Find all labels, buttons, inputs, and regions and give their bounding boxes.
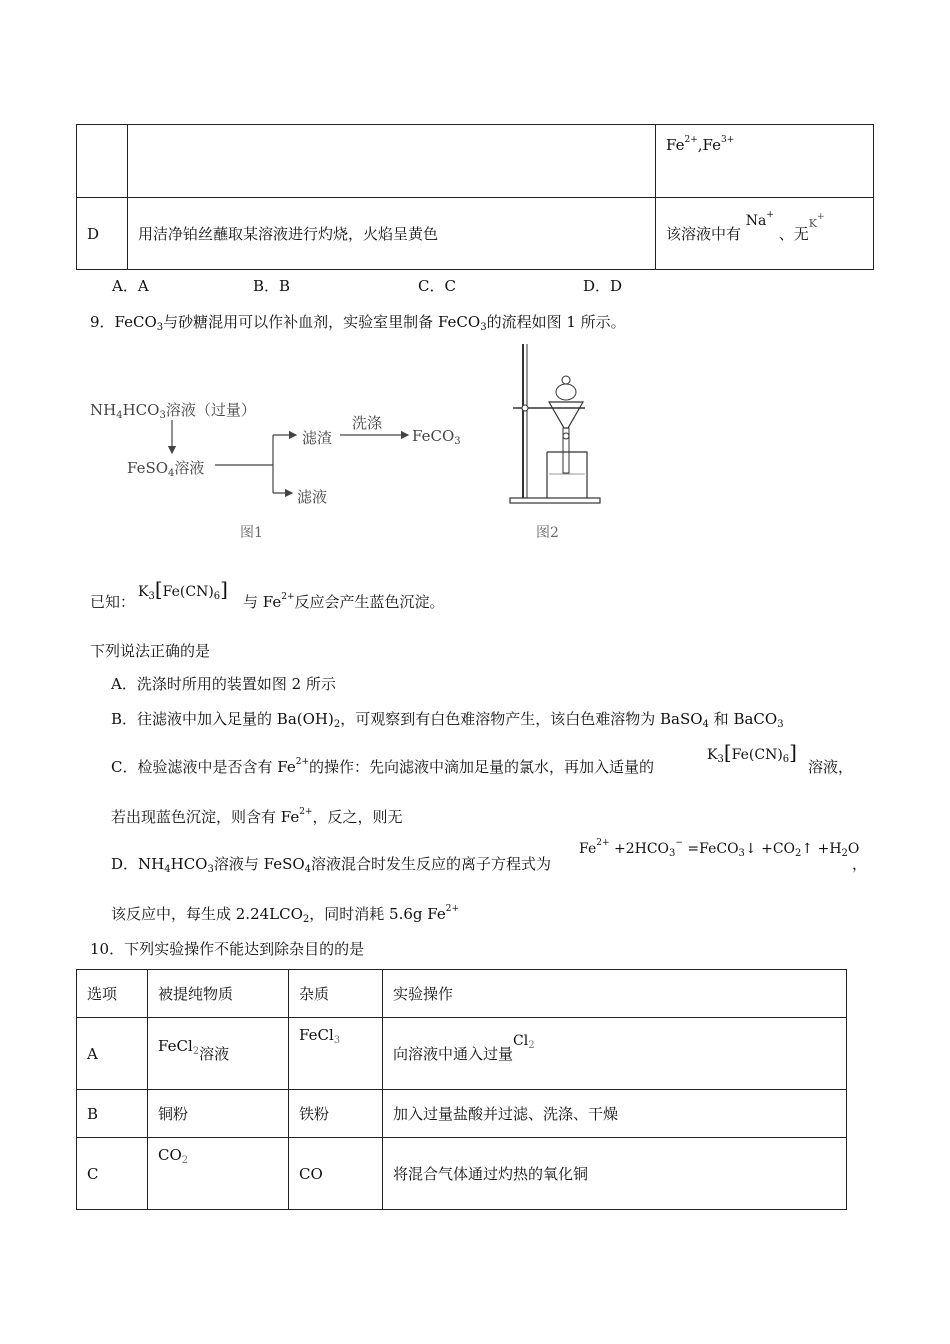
row-b-operation: 加入过量盐酸并过滤、洗涤、干燥: [383, 1090, 847, 1138]
q8-choice-b: B．B: [253, 277, 291, 295]
table-cell: [128, 125, 656, 198]
known-prefix: 已知：: [90, 593, 136, 611]
q9-question: 下列说法正确的是: [90, 642, 211, 660]
q9-option-c-line2: 若出现蓝色沉淀，则含有 $Fe^{2+}$，反之，则无: [111, 807, 403, 826]
conclusion-cell: 该溶液中有 Na+ 、无$^{K^+}$: [656, 198, 874, 270]
row-c-operation: 将混合气体通过灼热的氧化铜: [383, 1138, 847, 1210]
k3fecn6-formula-c: $K_3[Fe(CN)_6]$: [707, 740, 797, 765]
operation-cell: 用洁净铂丝蘸取某溶液进行灼烧，火焰呈黄色: [128, 198, 656, 270]
wash-label: 洗涤: [352, 414, 383, 432]
comma: ，: [852, 855, 868, 873]
reagent-feso4: FeSO$_4$溶液: [127, 459, 205, 479]
table-cell: [77, 125, 128, 198]
table-row: [77, 198, 874, 270]
table-row: [77, 1138, 847, 1210]
q9-option-d-line2: 该反应中，每生成 $2.24LCO_2$，同时消耗 5.6g $Fe^{2+}$: [111, 904, 460, 925]
q9-option-c-tail: 溶液，: [808, 758, 854, 776]
row-b-impurity: 铁粉: [289, 1090, 383, 1138]
header-operation: 实验操作: [383, 970, 847, 1018]
row-b-substance: 铜粉: [148, 1090, 289, 1138]
q8-choice-d: D．D: [583, 277, 623, 295]
ionic-equation: $Fe^{2+} +2HCO_3^-$ =FeCO$_3$↓ $+CO_2↑ +H_2O$: [579, 838, 860, 859]
q9-option-d: D．$NH_4HCO_3$溶液与 FeSO$_4$溶液混合时发生反应的离子方程式为: [111, 855, 552, 875]
q8-table: [76, 124, 874, 270]
q9-option-b: B．往滤液中加入足量的 $Ba(OH)_2$，可观察到有白色难溶物产生，该白色难溶物为 BaSO$_4$ 和 BaCO$_3$: [111, 710, 784, 730]
q9-option-c: C．检验滤液中是否含有 $Fe^{2+}$的操作：先向滤液中滴加足量的氯水，再加入适量的: [111, 757, 655, 776]
figure-2-filtration-apparatus: [505, 342, 605, 508]
fe2-ion: $Fe^{2+}$: [666, 135, 698, 154]
table-row: [77, 1090, 847, 1138]
figure-2-caption: 图2: [536, 525, 559, 541]
q8-choice-c: C．C: [418, 277, 456, 295]
row-c-substance: $CO_2$: [148, 1138, 289, 1210]
product-feco3: FeCO$_3$: [412, 427, 461, 447]
na-ion: Na+: [745, 210, 774, 229]
residue-label: 滤渣: [302, 429, 333, 447]
row-a-impurity: FeCl$_3$: [289, 1018, 383, 1090]
row-b-option: B: [77, 1090, 148, 1138]
k-ion: K+: [808, 212, 825, 230]
option-cell: D: [77, 198, 128, 270]
reagent-nh4hco3: $NH_4HCO_3$溶液（过量）: [90, 401, 256, 421]
flowchart-arrows: [160, 410, 420, 510]
q10-table: [76, 969, 847, 1210]
table-row: [77, 1018, 847, 1090]
q10-stem: 10．下列实验操作不能达到除杂目的的是: [90, 940, 365, 958]
row-a-substance: FeCl$_2$溶液: [148, 1018, 289, 1090]
known-suffix: 与 $Fe^{2+}$反应会产生蓝色沉淀。: [243, 592, 445, 611]
filtrate-label: 滤液: [297, 488, 328, 506]
row-c-option: C: [77, 1138, 148, 1210]
table-cell-ions: $Fe^{2+},Fe^{3+}$: [656, 125, 874, 198]
fe3-ion: $Fe^{3+}$: [702, 135, 735, 154]
k3fecn6-formula: $K_3[Fe(CN)_6]$: [138, 577, 228, 602]
header-substance: 被提纯物质: [148, 970, 289, 1018]
header-impurity: 杂质: [289, 970, 383, 1018]
row-a-option: A: [77, 1018, 148, 1090]
q8-choice-a: A．A: [112, 277, 149, 295]
table-row: [77, 125, 874, 198]
q9-stem: 9．FeCO$_3$与砂糖混用可以作补血剂，实验室里制备 FeCO$_3$的流程如图 1 所示。: [90, 313, 626, 333]
row-a-operation: 向溶液中通入过量$Cl_2$: [383, 1018, 847, 1090]
figure-1-caption: 图1: [240, 525, 263, 541]
row-c-impurity: CO: [289, 1138, 383, 1210]
q9-option-a: A．洗涤时所用的装置如图 2 所示: [111, 675, 336, 693]
header-option: 选项: [77, 970, 148, 1018]
table-header-row: [77, 970, 847, 1018]
